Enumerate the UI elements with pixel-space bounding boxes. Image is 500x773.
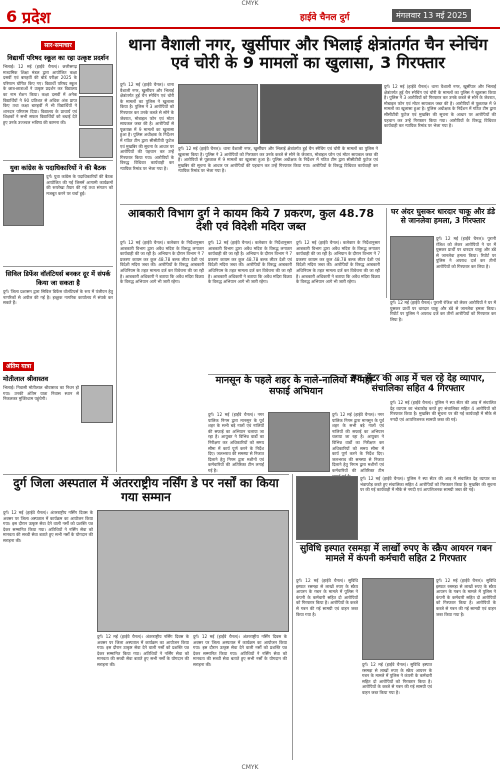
hospital-headline: दुर्ग जिला अस्पताल में अंतरराष्ट्रीय नर्सिंग डे पर नर्सों का किया गया सम्मान bbox=[13, 476, 279, 504]
monsoon-text-continued: दुर्ग। 12 मई (हाईवे चैनल)। नगर पालिक निगम द्वारा मानसून के पूर्व शहर के सभी बड़े नालों एवं नालियों की सफाई का अभियान चलाया जा रहा है। आयुक्त ने विभिन्न वार्डों का निरीक्षण कर अधिकारियों को समय सीमा में कार्य पूर्ण करने के निर्देश दिए। जलभराव की समस्या से निजात दिलाने हेतु निगम द्वारा मशीनों एवं कर्मचारियों की अतिरिक्त टीम bbox=[332, 412, 384, 473]
column-divider bbox=[116, 32, 117, 472]
main-story-continued: दुर्ग। 12 मई (हाईवे चैनल)। थाना वैशाली नगर, खुर्सीपार और भिलाई क्षेत्रांतर्गत हुई चैन स्नेचिंग एवं चोरी के मामलों का पुलिस ने खुलासा किया है। पुलिस ने 3 आरोपियों को गिरफ्तार कर उनके कब्जे से सोने के जेवरात, मोबाइल फोन एवं मोटर सायकल जब्त की है। आरोपियों से पूछताछ में 9 मामलों का खुलासा हुआ है। पुलिस अधीक्षक के निर्देशन में गठित टीम द्वारा सीसीटीवी फुटेज एवं मुखबिर की सूचना के आधार पर आरोपियों की पहचान कर उन्हें गिरफ्तार किया गया। आरोपियों के विरुद्ध विधिवत कार्यवाही कर न्यायिक रिमांड पर भेजा गया है। bbox=[178, 146, 378, 174]
main-story-text: दुर्ग। 12 मई (हाईवे चैनल)। थाना वैशाली नगर, खुर्सीपार और भिलाई क्षेत्रांतर्गत हुई चैन स्नेचिंग एवं चोरी के मामलों का पुलिस ने खुलासा किया है। पुलिस ने 3 आरोपियों को गिरफ्तार कर उनके कब्जे से सोने के जेवरात, मोबाइल फोन एवं मोटर सायकल जब्त की है। आरोपियों से पूछताछ में 9 मामलों का खुलासा हुआ है। पुलिस अधीक्षक के निर्देशन में गठित टीम द्वारा सीसीटीवी फुटेज एवं मुखबिर की सूचना के आधार पर आरोपियों की पहचान कर उन्हें गिरफ्तार किया गया। आरोपियों के विरुद्ध विधिवत कार्यवाही कर न्यायिक रिमांड पर भेजा गया है। bbox=[120, 82, 174, 171]
divider bbox=[3, 160, 113, 161]
cmyk-mark-bottom: CMYK bbox=[241, 764, 259, 771]
school-result-text: भिलाई। 12 मई (हाईवे चैनल)। छत्तीसगढ़ माध्यमिक शिक्षा मंडल द्वारा आयोजित कक्षा दसवीं एवं बारहवीं की बोर्ड परीक्षा 2025 के परिणाम घोषित किए गए। विद्यार्थी परिषद स्कूल के छात्र-छात्राओं ने उत्कृष्ट प्रदर्शन कर विद्यालय का नाम रोशन किया। कक्षा दसवीं में अनेक विद्यार्थियों ने 90 प्रतिशत से अधिक अंक प्राप्त किए तथा कक्षा बारहवीं में भी विद्यार्थियों ने शानदार परिणाम दिया। विद्यालय के प्राचार्य एवं शिक्षकों ने सभी सफल विद्यार्थियों को बधाई देते हुए उनके उज्ज्वल भविष्य की कामना की। bbox=[3, 64, 77, 125]
news-brief-tag: सार-समाचार bbox=[41, 41, 75, 50]
hospital-photo bbox=[97, 510, 289, 632]
divider bbox=[390, 372, 496, 373]
house-attack-text-continued: दुर्ग। 12 मई (हाईवे चैनल)। पुरानी रंजिश को लेकर आरोपियों ने घर में घुसकर प्रार्थी पर धारदार चाकू और डंडे से जानलेवा हमला किया। रिपोर्ट पर पुलिस ने अपराध दर्ज कर तीनों आरोपियों को गिरफ्तार कर लिया है। bbox=[390, 300, 496, 322]
excise-text-col2: दुर्ग। 12 मई (हाईवे चैनल)। कलेक्टर के निर्देशानुसार आबकारी विभाग द्वारा अवैध मदिरा के विरुद्ध लगातार कार्यवाही की जा रही है। अभियान के दौरान विभाग ने 7 प्रकरण कायम कर कुल 48.78 बल्क लीटर देशी एवं विदेशी मदिरा जब्त की। आरोपियों के विरुद्ध आबकारी अधिनियम के तहत मामला दर्ज कर विवेचना की जा रही है। आबकारी अधिकारी ने बताया कि अवैध मदिरा विक्रय के विरुद्ध अभियान आगे भी जारी रहेगा। bbox=[208, 240, 292, 285]
page-number: 6 bbox=[6, 7, 18, 26]
monsoon-text: दुर्ग। 12 मई (हाईवे चैनल)। नगर पालिक निगम द्वारा मानसून के पूर्व शहर के सभी बड़े नालों एवं नालियों की सफाई का अभियान चलाया जा रहा है। आयुक्त ने विभिन्न वार्डों का निरीक्षण कर अधिकारियों को समय सीमा में कार्य पूर्ण करने के निर्देश दिए। जलभराव की समस्या से निजात दिलाने हेतु निगम द्वारा मशीनों एवं कर्मचारियों की अतिरिक्त टीम लगाई गई है। bbox=[208, 412, 264, 473]
hospital-text-col2: दुर्ग। 12 मई (हाईवे चैनल)। अंतरराष्ट्रीय नर्सिंग दिवस के अवसर पर जिला अस्पताल में कार्यक्रम का आयोजन किया गया। इस दौरान उत्कृष्ट सेवा देने वाली नर्सों को प्रशस्ति पत्र देकर सम्मानित किया गया। अतिथियों ने नर्सिंग सेवा को मानवता की सच्ची सेवा बताते हुए सभी नर्सों के योगदान की सराहना की। bbox=[97, 634, 189, 667]
main-headline: थाना वैशाली नगर, खुर्सीपार और भिलाई क्षेत्रांतर्गत चैन स्नेचिंग एवं चोरी के 9 मामलों का खुलासा, 3 गिरफ्तार bbox=[128, 35, 488, 73]
divider bbox=[120, 204, 496, 205]
scrap-fraud-headline: सुविधि इस्पात रसमड़ा में लाखों रुपए के स्क्रैप आयरन गबन मामले में कंपनी कर्मचारी सहित 2 गिरफ्तार bbox=[300, 544, 492, 565]
newspaper-name: हाईवे चैनल दुर्ग bbox=[300, 13, 350, 23]
divider bbox=[296, 542, 496, 543]
excise-headline: आबकारी विभाग दुर्ग ने कायम किये 7 प्रकरण, कुल 48.78 देशी एवं विदेशी मदिरा जब्त bbox=[127, 207, 375, 233]
hospital-text-col3: दुर्ग। 12 मई (हाईवे चैनल)। अंतरराष्ट्रीय नर्सिंग दिवस के अवसर पर जिला अस्पताल में कार्यक्रम का आयोजन किया गया। इस दौरान उत्कृष्ट सेवा देने वाली नर्सों को प्रशस्ति पत्र देकर सम्मानित किया गया। अतिथियों ने नर्सिंग सेवा को मानवता की सच्ची सेवा बताते हुए सभी नर्सों के योगदान की सराहना की। bbox=[193, 634, 287, 667]
scrap-fraud-text-col2: दुर्ग। 12 मई (हाईवे चैनल)। सुविधि इस्पात रसमड़ा से लाखों रुपए के स्क्रैप आयरन के गबन के मामले में पुलिस ने कंपनी के कर्मचारी सहित दो आरोपियों को गिरफ्तार किया है। आरोपियों के कब्जे से गबन की गई सामग्री एवं वाहन जब्त किया गया है। bbox=[362, 662, 432, 695]
scrap-fraud-text-col1: दुर्ग। 12 मई (हाईवे चैनल)। सुविधि इस्पात रसमड़ा से लाखों रुपए के स्क्रैप आयरन के गबन के मामले में पुलिस ने कंपनी के कर्मचारी सहित दो आरोपियों को गिरफ्तार किया है। आरोपियों के कब्जे से गबन की गई सामग्री एवं वाहन जब्त किया गया है। bbox=[296, 578, 358, 617]
house-attack-text: दुर्ग। 12 मई (हाईवे चैनल)। पुरानी रंजिश को लेकर आरोपियों ने घर में घुसकर प्रार्थी पर धारदार चाकू और डंडे से जानलेवा हमला किया। रिपोर्ट पर पुलिस ने अपराध दर्ज कर तीनों आरोपियों को गिरफ्तार कर लिया है। bbox=[436, 236, 496, 269]
cmyk-mark-top: CMYK bbox=[241, 0, 259, 7]
student-photo bbox=[79, 64, 113, 94]
obituary-photo bbox=[81, 385, 113, 423]
obituary-name: मोतीलाल श्रीवास्तव bbox=[3, 375, 49, 383]
obituary-text: भिलाई। निवासी मोतीलाल श्रीवास्तव का निधन हो गया। उनकी अंतिम यात्रा निवास स्थान से निकलकर मुक्तिधाम पहुंचेगी। bbox=[3, 385, 79, 402]
hospital-text-col1: दुर्ग। 12 मई (हाईवे चैनल)। अंतरराष्ट्रीय नर्सिंग दिवस के अवसर पर जिला अस्पताल में कार्यक्रम का आयोजन किया गया। इस दौरान उत्कृष्ट सेवा देने वाली नर्सों को प्रशस्ति पत्र देकर सम्मानित किया गया। अतिथियों ने नर्सिंग सेवा को मानवता की सच्ची सेवा बताते हुए सभी नर्सों के योगदान की सराहना की। bbox=[3, 510, 93, 543]
civil-defense-headline: सिविल डिफेंस वॉलंटियर्स बनकर दूर में संपर्क किया जा सकता है bbox=[5, 270, 111, 287]
youth-congress-text: दुर्ग। युवा कांग्रेस के पदाधिकारियों की बैठक आयोजित की गई जिसमें आगामी कार्यक्रमों की रूपरेखा तैयार की गई तथा संगठन को मजबूत करने पर चर्चा हुई। bbox=[46, 174, 113, 196]
spa-photo bbox=[296, 476, 358, 540]
meeting-photo bbox=[3, 174, 44, 226]
left-column bbox=[3, 32, 113, 425]
student-photo bbox=[79, 96, 113, 126]
civil-defense-text: दुर्ग। जिला प्रशासन द्वारा सिविल डिफेंस वॉलंटियर्स के रूप में पंजीयन हेतु नागरिकों से अपील की गई है। इच्छुक नागरिक कार्यालय में संपर्क कर सकते हैं। bbox=[3, 289, 113, 306]
spa-text: दुर्ग। 12 मई (हाईवे चैनल)। पुलिस ने स्पा सेंटर की आड़ में संचालित देह व्यापार का भंडाफोड़ करते हुए संचालिका सहित 4 आरोपियों को गिरफ्तार किया है। मुखबिर की सूचना पर की गई कार्यवाही में मौके से नगदी एवं आपत्तिजनक सामग्री जब्त की गई। bbox=[390, 400, 496, 422]
main-story-photo-left bbox=[178, 84, 258, 144]
excise-text-col3: दुर्ग। 12 मई (हाईवे चैनल)। कलेक्टर के निर्देशानुसार आबकारी विभाग द्वारा अवैध मदिरा के विरुद्ध लगातार कार्यवाही की जा रही है। अभियान के दौरान विभाग ने 7 प्रकरण कायम कर कुल 48.78 बल्क लीटर देशी एवं विदेशी मदिरा जब्त की। आरोपियों के विरुद्ध आबकारी अधिनियम के तहत मामला दर्ज कर विवेचना की जा रही है। आबकारी अधिकारी ने बताया कि अवैध मदिरा विक्रय के विरुद्ध अभियान आगे भी जारी रहेगा। bbox=[296, 240, 380, 285]
student-photo bbox=[79, 128, 113, 158]
spa-text-continued: दुर्ग। 12 मई (हाईवे चैनल)। पुलिस ने स्पा सेंटर की आड़ में संचालित देह व्यापार का भंडाफोड़ करते हुए संचालिका सहित 4 आरोपियों को गिरफ्तार किया है। मुखबिर की सूचना पर की गई कार्यवाही में मौके से नगदी एवं आपत्तिजनक सामग्री जब्त की गई। bbox=[360, 476, 496, 493]
youth-congress-headline: युवा कांग्रेस के पदाधिकारियों ने की बैठक bbox=[9, 164, 107, 172]
excise-text-col1: दुर्ग। 12 मई (हाईवे चैनल)। कलेक्टर के निर्देशानुसार आबकारी विभाग द्वारा अवैध मदिरा के विरुद्ध लगातार कार्यवाही की जा रही है। अभियान के दौरान विभाग ने 7 प्रकरण कायम कर कुल 48.78 बल्क लीटर देशी एवं विदेशी मदिरा जब्त की। आरोपियों के विरुद्ध आबकारी अधिनियम के तहत मामला दर्ज कर विवेचना की जा रही है। आबकारी अधिकारी ने बताया कि अवैध मदिरा विक्रय के विरुद्ध अभियान आगे भी जारी रहेगा। bbox=[120, 240, 204, 285]
monsoon-headline: मानसून के पहले शहर के नाले-नालियों में महा-सफाई अभियान bbox=[215, 375, 377, 397]
school-result-headline: विद्यार्थी परिषद स्कूल का रहा उत्कृष्ट प्रदर्शन bbox=[7, 54, 109, 62]
main-story-photo-center bbox=[260, 84, 382, 144]
section-title: प्रदेश bbox=[22, 8, 51, 27]
spa-headline: स्पा सेंटर की आड़ में चल रहे देह व्यापार, संचालिका सहित 4 गिरफ्तार bbox=[351, 374, 485, 395]
monsoon-photo bbox=[268, 412, 330, 472]
column-divider bbox=[292, 474, 293, 760]
obituary-tag: अंतिम यात्रा bbox=[3, 362, 34, 371]
issue-date: मंगलवार 13 मई 2025 bbox=[392, 9, 471, 22]
header-rule bbox=[0, 27, 500, 29]
house-attack-photo bbox=[390, 236, 434, 300]
divider bbox=[3, 474, 289, 475]
divider bbox=[3, 266, 113, 267]
main-story-right-text: दुर्ग। 12 मई (हाईवे चैनल)। थाना वैशाली नगर, खुर्सीपार और भिलाई क्षेत्रांतर्गत हुई चैन स्नेचिंग एवं चोरी के मामलों का पुलिस ने खुलासा किया है। पुलिस ने 3 आरोपियों को गिरफ्तार कर उनके कब्जे से सोने के जेवरात, मोबाइल फोन एवं मोटर सायकल जब्त की है। आरोपियों से पूछताछ में 9 मामलों का खुलासा हुआ है। पुलिस अधीक्षक के निर्देशन में गठित टीम द्वारा सीसीटीवी फुटेज एवं मुखबिर की सूचना के आधार पर आरोपियों की पहचान कर उन्हें गिरफ्तार किया गया। आरोपियों के विरुद्ध विधिवत कार्यवाही कर न्यायिक रिमांड पर भेजा गया है। bbox=[384, 84, 496, 129]
house-attack-headline: घर अंदर घुसकर धारदार चाकू और डंडे से जानलेवा हमला, 3 गिरफ्तार bbox=[390, 207, 496, 225]
scrap-fraud-text-col3: दुर्ग। 12 मई (हाईवे चैनल)। सुविधि इस्पात रसमड़ा से लाखों रुपए के स्क्रैप आयरन के गबन के मामले में पुलिस ने कंपनी के कर्मचारी सहित दो आरोपियों को गिरफ्तार किया है। आरोपियों के कब्जे से गबन की गई सामग्री एवं वाहन जब्त किया गया है। bbox=[436, 578, 496, 617]
column-divider bbox=[386, 208, 387, 298]
scrap-fraud-photo bbox=[362, 578, 434, 660]
